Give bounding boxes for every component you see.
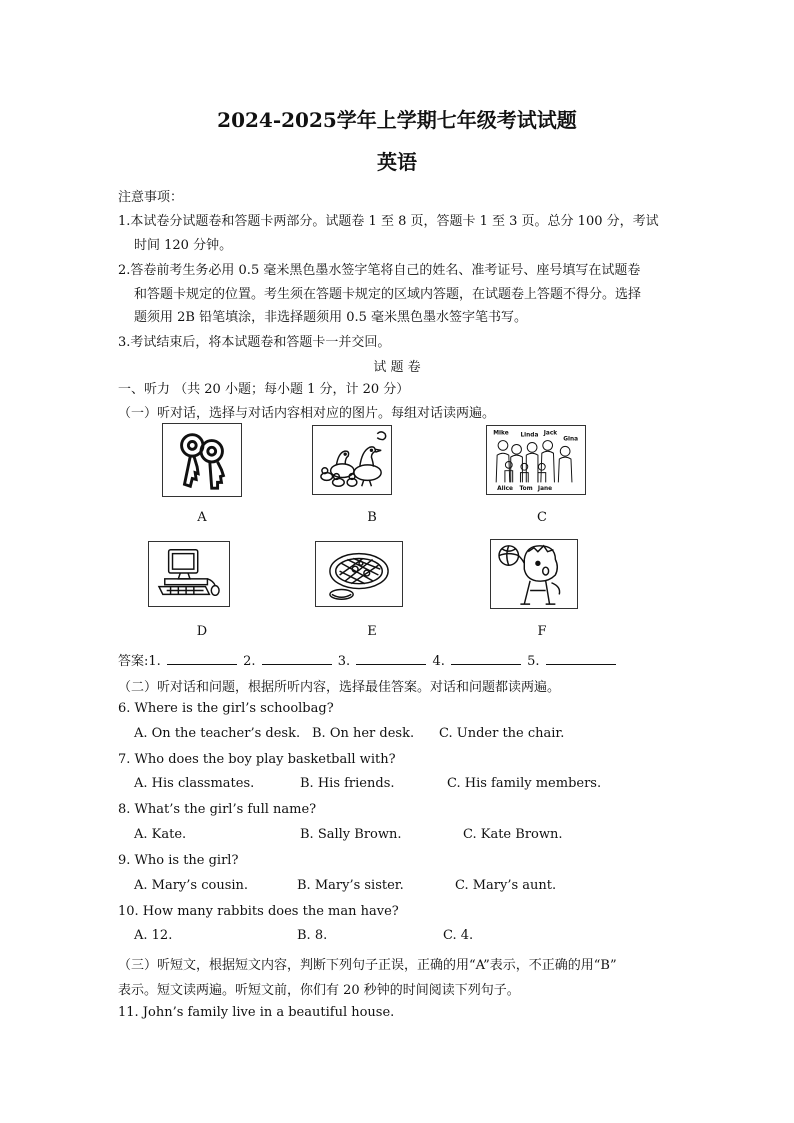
- paper-label: 试 题 卷: [373, 360, 421, 375]
- part-1-heading: （一）听对话，选择与对话内容相对应的图片。每组对话读两遍。: [118, 406, 496, 421]
- question-6-option-b: B. On her desk.: [312, 726, 415, 741]
- family-name-jack: Jack: [543, 430, 558, 437]
- part-2-heading: （二）听对话和问题，根据所听内容，选择最佳答案。对话和问题都读两遍。: [118, 680, 561, 695]
- picture-f: [490, 539, 578, 609]
- notes-heading: 注意事项：: [118, 190, 184, 205]
- picture-e-label: E: [367, 624, 377, 639]
- family-name-mike: Mike: [493, 430, 509, 437]
- question-7-option-a: A. His classmates.: [134, 776, 255, 791]
- answer-num-5: 5.: [527, 654, 540, 669]
- question-7: 7. Who does the boy play basketball with?: [118, 752, 396, 767]
- answer-blank-1[interactable]: [167, 652, 237, 665]
- question-10-option-a: A. 12.: [134, 928, 173, 943]
- note-1-line-2: 时间 120 分钟。: [134, 238, 233, 253]
- computer-icon: [149, 542, 229, 606]
- answer-line: [118, 650, 618, 669]
- question-8-option-b: B. Sally Brown.: [300, 827, 402, 842]
- question-6: 6. Where is the girl’s schoolbag?: [118, 701, 334, 716]
- family-name-tom: Tom: [519, 486, 533, 493]
- question-9-option-b: B. Mary’s sister.: [297, 878, 404, 893]
- note-2-line-2: 和答题卡规定的位置。考生须在答题卡规定的区域内答题，在试题卷上答题不得分。选择: [134, 287, 642, 302]
- note-2-line-1: 2.答卷前考生务必用 0.5 毫米黑色墨水签字笔将自己的姓名、准考证号、座号填写在试题卷: [118, 263, 641, 278]
- picture-d: [148, 541, 230, 607]
- exam-title: 2024-2025学年上学期七年级考试试题: [217, 108, 577, 132]
- question-10-option-c: C. 4.: [443, 928, 474, 943]
- note-3: 3.考试结束后，将本试题卷和答题卡一并交回。: [118, 335, 391, 350]
- answer-blank-5[interactable]: [546, 652, 616, 665]
- question-11: 11. John’s family live in a beautiful house.: [118, 1005, 395, 1020]
- question-10-option-b: B. 8.: [297, 928, 328, 943]
- part-3-heading-line-2: 表示。短文读两遍。听短文前，你们有 20 秒钟的时间阅读下列句子。: [118, 983, 520, 998]
- picture-d-label: D: [196, 624, 208, 639]
- answer-blank-2[interactable]: [262, 652, 332, 665]
- picture-a-label: A: [197, 510, 207, 525]
- answer-num-3: 3.: [337, 654, 351, 669]
- question-9: 9. Who is the girl?: [118, 853, 239, 868]
- family-name-gina: Gina: [563, 436, 579, 443]
- family-name-linda: Linda: [520, 432, 539, 439]
- ducks-icon: [313, 426, 391, 494]
- picture-f-label: F: [537, 624, 547, 639]
- answer-blank-4[interactable]: [451, 652, 521, 665]
- pizza-icon: [316, 542, 402, 606]
- question-9-option-a: A. Mary’s cousin.: [134, 878, 249, 893]
- family-icon: [487, 426, 585, 494]
- note-2-line-3: 题须用 2B 铅笔填涂，非选择题须用 0.5 毫米黑色墨水签字笔书写。: [134, 310, 528, 325]
- family-name-alice: Alice: [497, 486, 514, 493]
- question-7-option-b: B. His friends.: [300, 776, 395, 791]
- picture-c-label: C: [537, 510, 547, 525]
- picture-e: [315, 541, 403, 607]
- question-6-option-c: C. Under the chair.: [439, 726, 565, 741]
- question-8: 8. What’s the girl’s full name?: [118, 802, 317, 817]
- subject-title: 英语: [377, 150, 417, 174]
- picture-b: [312, 425, 392, 495]
- answer-num-2: 2.: [243, 654, 256, 669]
- part-3-heading-line-1: （三）听短文，根据短文内容，判断下列句子正误，正确的用“A”表示，不正确的用“B”: [118, 958, 617, 973]
- answer-num-4: 4.: [432, 654, 445, 669]
- question-8-option-c: C. Kate Brown.: [463, 827, 563, 842]
- question-6-option-a: A. On the teacher’s desk.: [134, 726, 301, 741]
- question-9-option-c: C. Mary’s aunt.: [455, 878, 557, 893]
- question-10: 10. How many rabbits does the man have?: [118, 904, 399, 919]
- picture-b-label: B: [367, 510, 377, 525]
- note-1-line-1: 1.本试卷分试题卷和答题卡两部分。试题卷 1 至 8 页，答题卡 1 至 3 页。总分 100 分，考试: [118, 214, 659, 229]
- question-8-option-a: A. Kate.: [134, 827, 187, 842]
- picture-a: [162, 423, 242, 497]
- picture-c: [486, 425, 586, 495]
- keys-icon: [163, 424, 241, 496]
- family-name-jane: Jane: [537, 486, 553, 493]
- answer-blank-3[interactable]: [356, 652, 426, 665]
- basketball-boy-icon: [491, 540, 577, 608]
- section-1-heading: 一、听力 （共 20 小题；每小题 1 分，计 20 分）: [118, 382, 410, 397]
- answer-prefix: 答案:1.: [118, 654, 161, 669]
- question-7-option-c: C. His family members.: [447, 776, 602, 791]
